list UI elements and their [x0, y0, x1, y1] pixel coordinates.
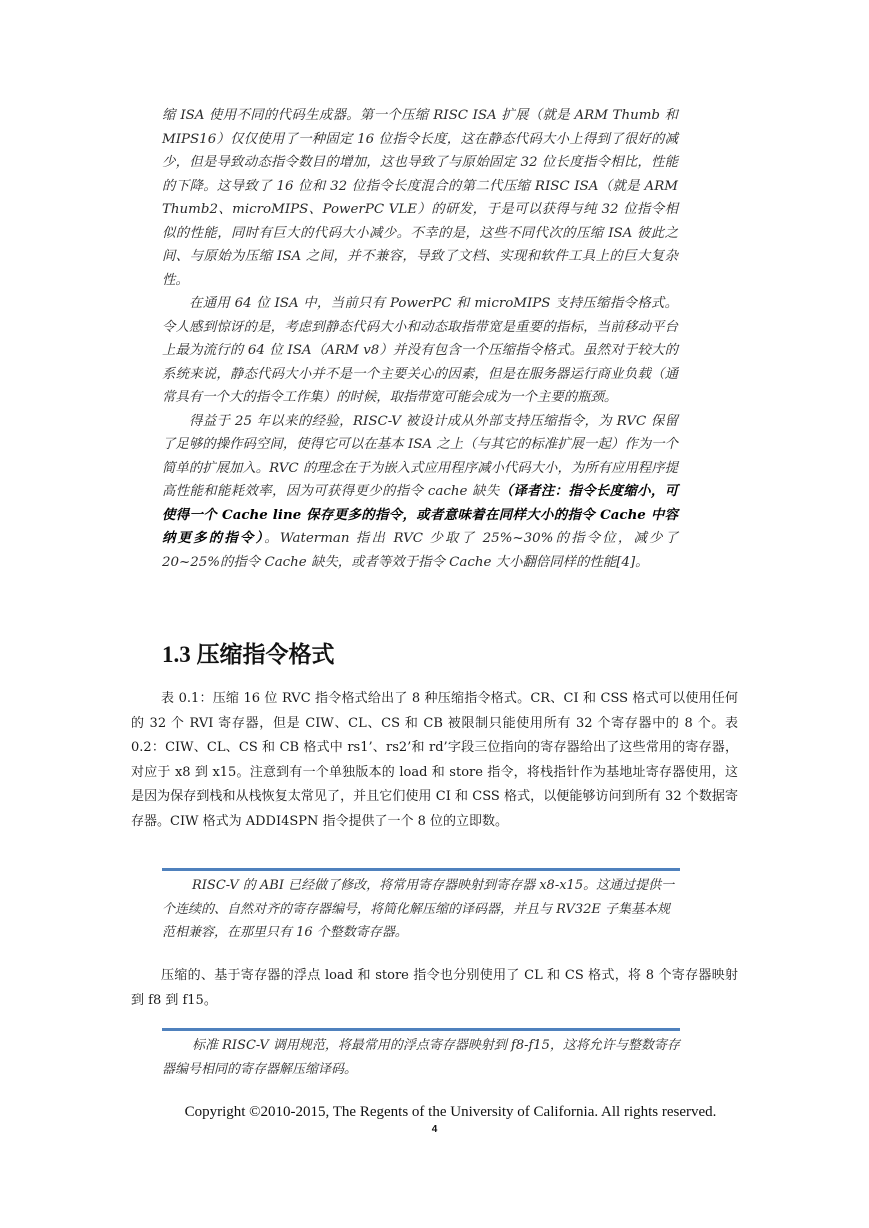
copyright-text: Copyright ©2010-2015, The Regents of the University of California. All rights reserved.: [184, 1104, 717, 1120]
paragraph-rvc-design: [162, 410, 678, 575]
note-abi-text: RISC-V 的 ABI 已经做了修改，将常用寄存器映射到寄存器 x8-x15。这通过提供一个连续的、自然对齐的寄存器编号，将简化解压缩的译码器，并且与 RV32E 子集基本规范相兼容，在那里只有 16 个整数寄存器。: [162, 878, 675, 940]
paragraph-rvc-formats: 表 0.1：压缩 16 位 RVC 指令格式给出了 8 种压缩指令格式。CR、CI 和 CSS 格式可以使用任何的 32 个 RVI 寄存器，但是 CIW、CL、CS 和 CB 被限制只能使用所有 32 个寄存器中的 8 个。表 0.2：CIW、CL、CS 和 CB 格式中 rs1’、rs2’和 rd’字段三位指向的寄存器给出了这些常用的寄存器，对应于 x8 到 x15。注意到有一个单独版本的 load 和 store 指令，将栈指针作为基地址寄存器使用，这是因为保存到栈和从栈恢复太常见了，并且它们使用 CI 和 CSS 格式，以便能够访问到所有 32 个数据寄存器。CIW 格式为 ADDI4SPN 指令提供了一个 8 位的立即数。: [131, 691, 738, 829]
section-heading: 1.3 压缩指令格式: [162, 642, 335, 667]
paragraph-compressed-isa-history: 缩 ISA 使用不同的代码生成器。第一个压缩 RISC ISA 扩展（就是 ARM Thumb 和 MIPS16）仅仅使用了一种固定 16 位指令长度，这在静态代码大小上得到了很好的减少，但是导致动态指令数目的增加，这也导致了与原始固定 32 位长度指令相比，性能的下降。这导致了 16 位和 32 位指令长度混合的第二代压缩 RISC ISA（就是 ARM Thumb2、microMIPS、PowerPC VLE）的研发，于是可以获得与纯 32 位指令相似的性能，同时有巨大的代码大小减少。不幸的是，这些不同代次的压缩 ISA 彼此之间、与原始为压缩 ISA 之间，并不兼容，导致了文档、实现和软件工具上的巨大复杂性。: [162, 108, 678, 288]
note-divider: [162, 1028, 680, 1031]
note-abi: [162, 874, 680, 945]
note-calling-convention-text: 标准 RISC-V 调用规范，将最常用的浮点寄存器映射到 f8-f15，这将允许与整数寄存器编号相同的寄存器解压缩译码。: [162, 1038, 680, 1077]
note-divider: [162, 868, 680, 871]
note-calling-convention: [162, 1034, 680, 1081]
page-number: 4: [431, 1124, 438, 1135]
copyright-footer: [0, 1104, 869, 1121]
rvc-design-text: 得益于 25 年以来的经验，RISC-V 被设计成从外部支持压缩指令，为 RVC 保留了足够的操作码空间，使得它可以在基本 ISA 之上（与其它的标准扩展一起）作为一个简单的扩展加入。RVC 的理念在于为嵌入式应用程序减小代码大小，为所有应用程序提高性能和能耗效率，因为可获得更少的指令 cache 缺失: [162, 413, 678, 499]
italic-translation-block: [162, 104, 678, 574]
translator-note: （译者注：指令长度缩小，可使得一个 Cache line 保存更多的指令，或者意味着在同样大小的指令 Cache 中容纳更多的指令）: [162, 483, 679, 546]
rvc-design-text-end: 。Waterman 指出 RVC 少取了 25%~30%的指令位，减少了 20~25%的指令 Cache 缺失，或者等效于指令 Cache 大小翻倍同样的性能[4]。: [162, 531, 678, 570]
paragraph-64bit-isa: 在通用 64 位 ISA 中，当前只有 PowerPC 和 microMIPS 支持压缩指令格式。令人感到惊讶的是，考虑到静态代码大小和动态取指带宽是重要的指标，当前移动平台上最为流行的 64 位 ISA（ARM v8）并没有包含一个压缩指令格式。虽然对于较大的系统来说，静态代码大小并不是一个主要关心的因素，但是在服务器运行商业负载（通常具有一个大的指令工作集）的时候，取指带宽可能会成为一个主要的瓶颈。: [162, 296, 678, 405]
paragraph-float-load-store: 压缩的、基于寄存器的浮点 load 和 store 指令也分别使用了 CL 和 CS 格式，将 8 个寄存器映射到 f8 到 f15。: [131, 968, 738, 1008]
